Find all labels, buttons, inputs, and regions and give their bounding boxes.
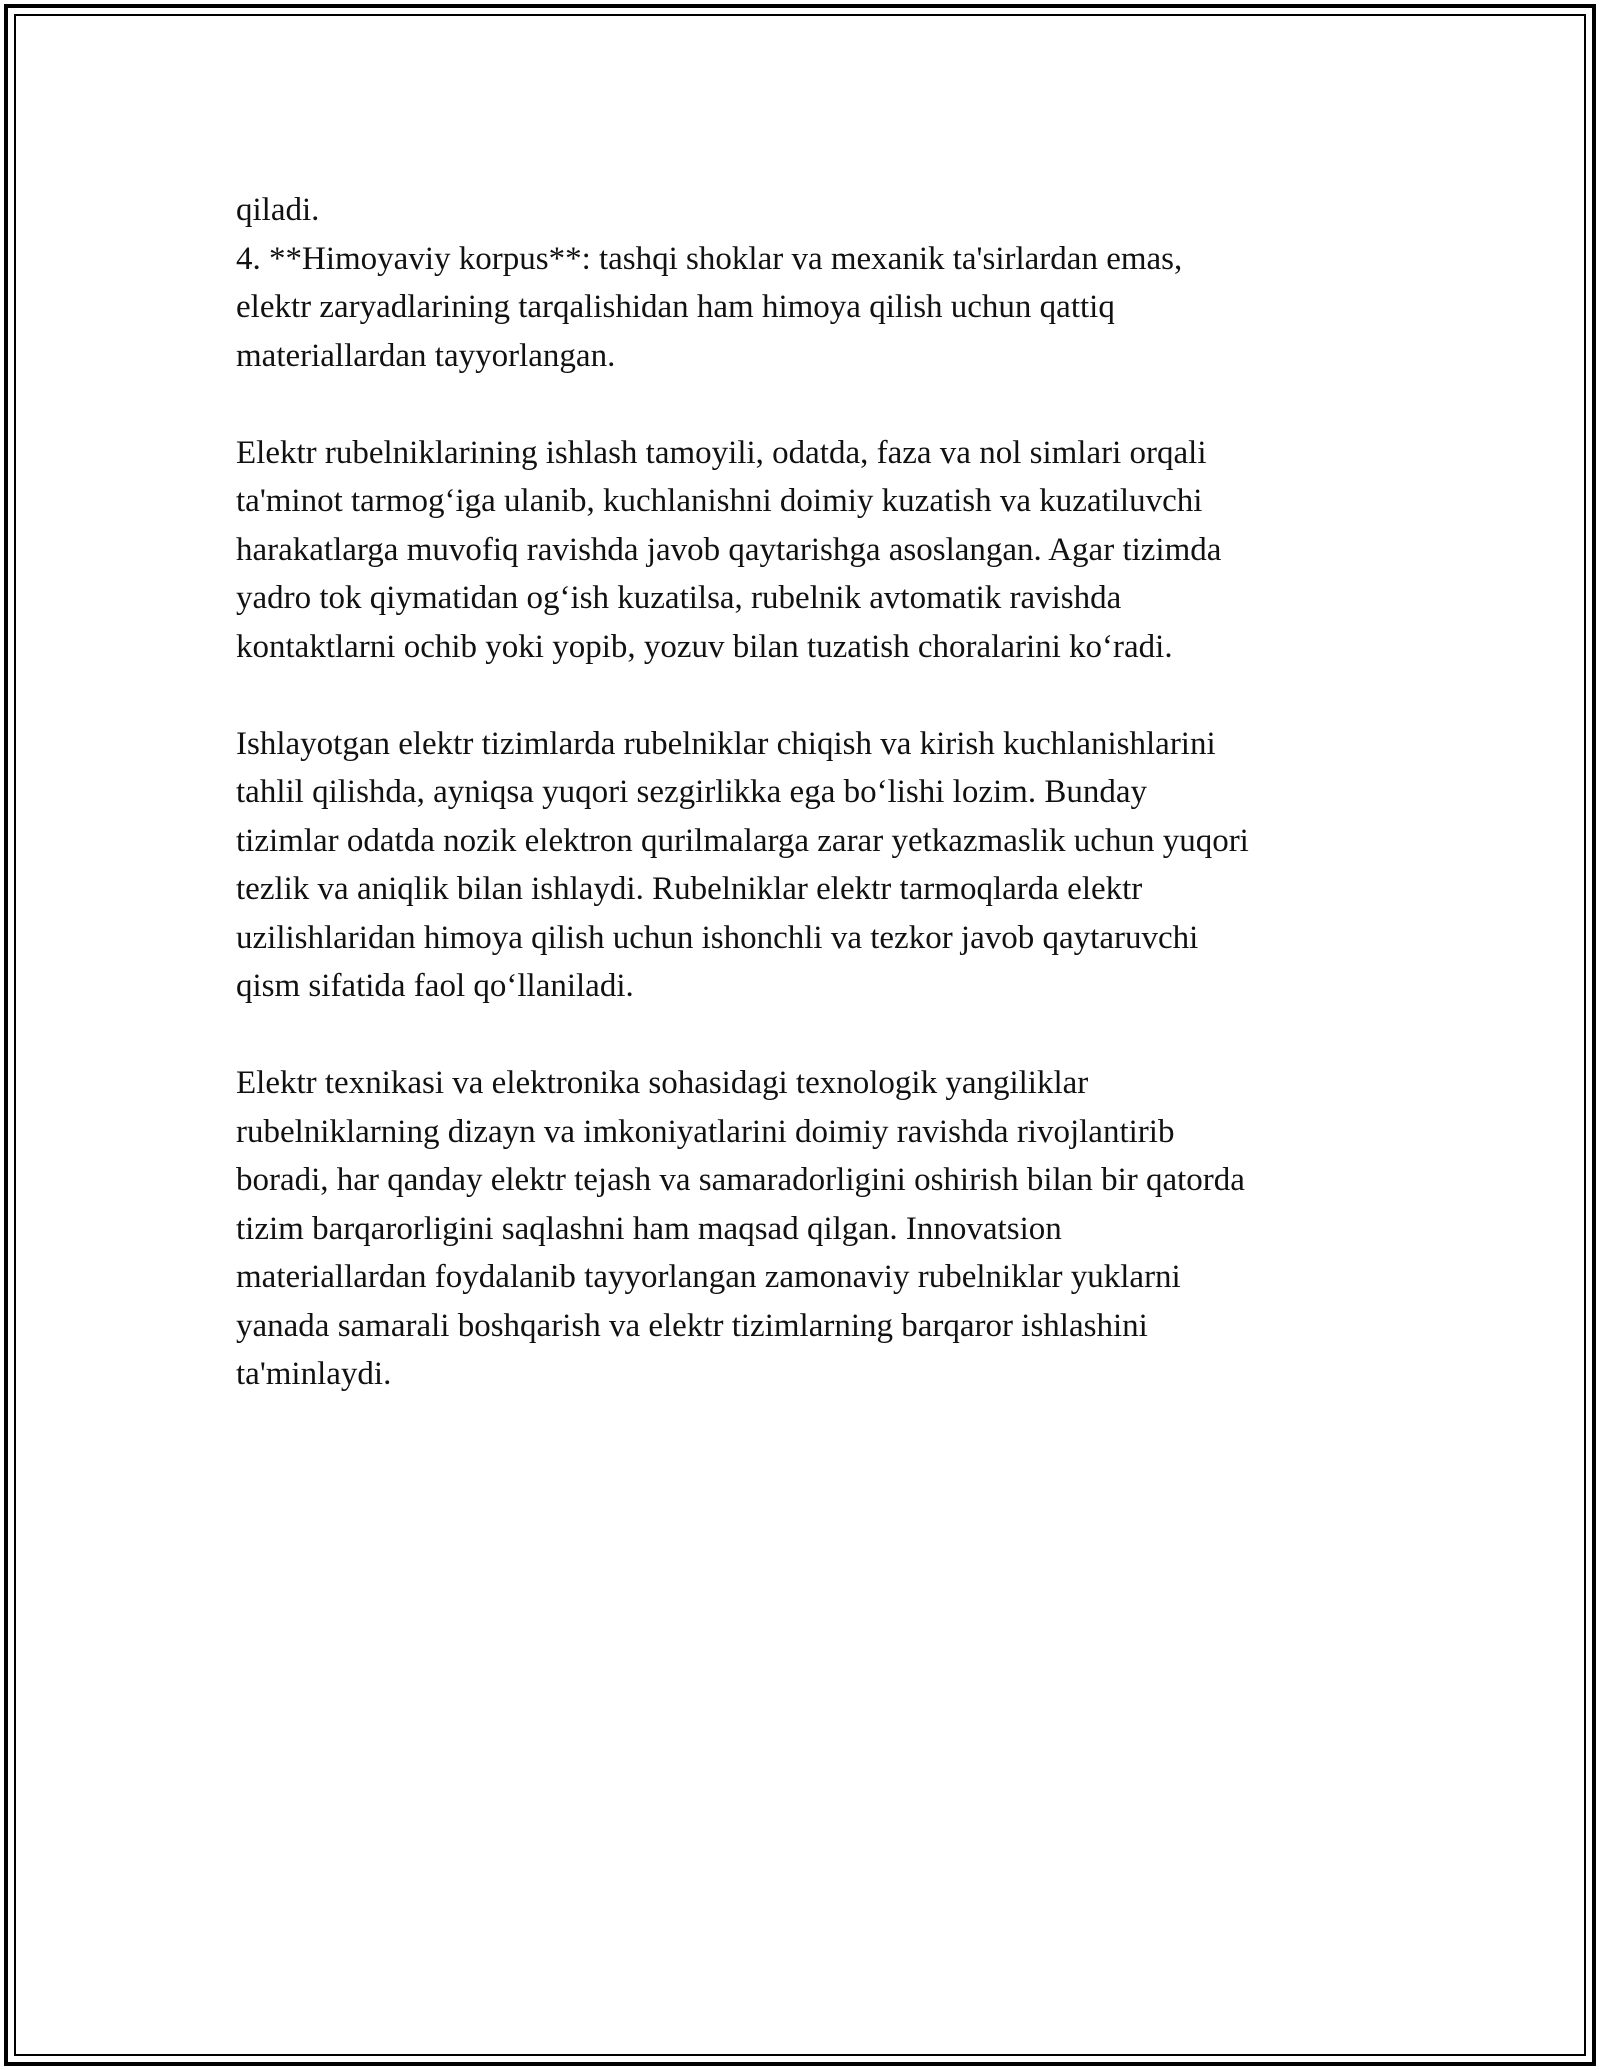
text-line: materiallardan foydalanib tayyorlangan zamonaviy rubelniklar yuklarni [236,1259,1181,1295]
paragraph-gap [236,671,1376,720]
text-line: yadro tok qiymatidan og‘ish kuzatilsa, rubelnik avtomatik ravishda [236,580,1122,616]
text-line: tahlil qilishda, ayniqsa yuqori sezgirlikka ega bo‘lishi lozim. Bunday [236,774,1147,810]
text-line: qiladi. [236,192,320,228]
paragraph-working-systems [236,720,1376,1011]
text-line: 4. **Himoyaviy korpus**: tashqi shoklar va mexanik ta'sirlardan emas, [236,240,1183,277]
paragraph-working-principle [236,429,1376,672]
text-line: materiallardan tayyorlangan. [236,337,616,374]
text-line: uzilishlaridan himoya qilish uchun ishonchli va tezkor javob qaytaruvchi [236,919,1199,956]
text-line: Ishlayotgan elektr tizimlarda rubelniklar chiqish va kirish kuchlanishlarini [236,725,1216,762]
paragraph-gap [236,380,1376,429]
text-line: boradi, har qanday elektr tejash va samaradorligini oshirish bilan bir qatorda [236,1162,1245,1198]
text-line: tizimlar odatda nozik elektron qurilmalarga zarar yetkazmaslik uchun yuqori [236,822,1249,859]
text-line: yanada samarali boshqarish va elektr tizimlarning barqaror ishlashini [236,1307,1148,1344]
text-line: harakatlarga muvofiq ravishda javob qaytarishga asoslangan. Agar tizimda [236,531,1222,568]
text-line: rubelniklarning dizayn va imkoniyatlarini doimiy ravishda rivojlantirib [236,1113,1175,1150]
text-line: Elektr texnikasi va elektronika sohasidagi texnologik yangiliklar [236,1065,1089,1101]
text-line: tizim barqarorligini saqlashni ham maqsad qilgan. Innovatsion [236,1210,1062,1247]
text-line: kontaktlarni ochib yoki yopib, yozuv bilan tuzatish choralarini ko‘radi. [236,628,1173,665]
document-body [236,186,1376,1399]
text-line: ta'minlaydi. [236,1356,392,1392]
text-line: ta'minot tarmog‘iga ulanib, kuchlanishni doimiy kuzatish va kuzatiluvchi [236,483,1203,519]
paragraph-innovations [236,1059,1376,1399]
paragraph-gap [236,1011,1376,1060]
text-line: elektr zaryadlarining tarqalishidan ham himoya qilish uchun qattiq [236,289,1115,325]
paragraph-continuation [236,186,1376,380]
text-line: qism sifatida faol qo‘llaniladi. [236,968,634,1004]
text-line: Elektr rubelniklarining ishlash tamoyili, odatda, faza va nol simlari orqali [236,434,1207,471]
text-line: tezlik va aniqlik bilan ishlaydi. Rubelniklar elektr tarmoqlarda elektr [236,871,1143,907]
